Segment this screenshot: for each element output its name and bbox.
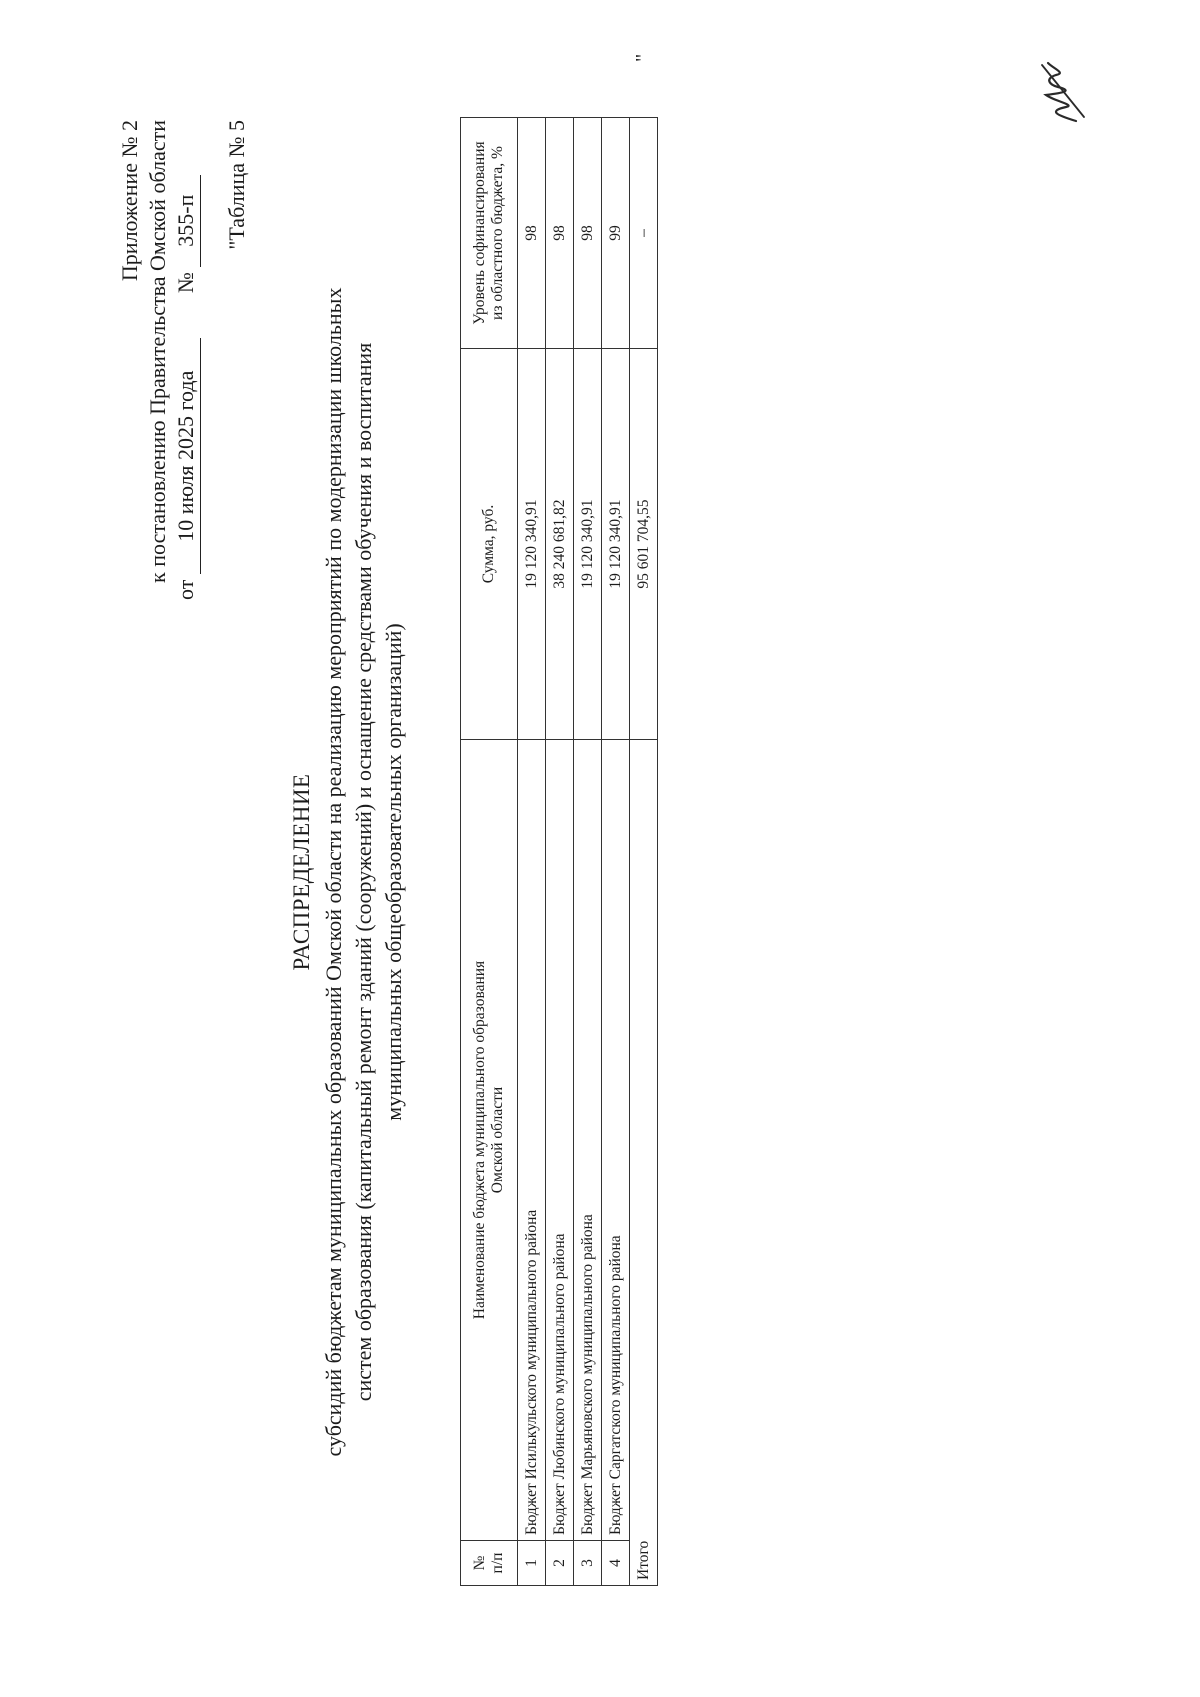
closing-quote: "	[632, 53, 654, 62]
table-header-row	[461, 118, 518, 1586]
header-sum: Сумма, руб.	[461, 349, 518, 740]
row-name: Бюджет Любинского муниципального района	[546, 740, 574, 1541]
row-level: 99	[602, 118, 630, 349]
header-num-line2: п/п	[489, 1552, 506, 1574]
row-num: 4	[602, 1541, 630, 1586]
row-sum: 19 120 340,91	[518, 349, 546, 740]
heading-line-1: субсидий бюджетам муниципальных образований Омской области на реализацию мероприятий по модернизации школьных	[321, 287, 346, 1457]
row-sum: 38 240 681,82	[546, 349, 574, 740]
total-level: –	[630, 118, 658, 349]
appendix-block	[116, 120, 201, 600]
header-name-line1: Наименование бюджета муниципального образования	[471, 960, 488, 1320]
heading-title: РАСПРЕДЕЛЕНИЕ	[289, 773, 314, 971]
header-level	[461, 118, 518, 349]
table-row	[574, 118, 602, 1586]
header-num	[461, 1541, 518, 1586]
row-level: 98	[546, 118, 574, 349]
row-num: 2	[546, 1541, 574, 1586]
header-name-line2: Омской области	[489, 1086, 506, 1194]
decree-date: 10 июля 2025 года	[172, 338, 201, 574]
total-row	[630, 118, 658, 1586]
appendix-title: Приложение № 2	[117, 120, 142, 282]
header-level-line1: Уровень софинансирования	[471, 141, 488, 325]
row-num: 3	[574, 1541, 602, 1586]
heading-line-3: муниципальных общеобразовательных организаций)	[381, 623, 406, 1121]
row-sum: 19 120 340,91	[602, 349, 630, 740]
appendix-date-line	[172, 120, 201, 600]
header-name	[461, 740, 518, 1541]
table-label: "Таблица № 5	[224, 120, 249, 250]
row-num: 1	[518, 1541, 546, 1586]
row-sum: 19 120 340,91	[574, 349, 602, 740]
row-level: 98	[518, 118, 546, 349]
table-row	[602, 118, 630, 1586]
header-num-line1: №	[471, 1555, 488, 1571]
header-level-line2: из областного бюджета, %	[489, 146, 506, 320]
number-label: №	[173, 272, 198, 294]
row-level: 98	[574, 118, 602, 349]
row-name: Бюджет Саргатского муниципального района	[602, 740, 630, 1541]
table-row	[546, 118, 574, 1586]
heading-line-2: систем образования (капитальный ремонт зданий (сооружений) и оснащение средствами обучения и воспитания	[351, 342, 376, 1402]
from-label: от	[173, 579, 198, 600]
total-label: Итого	[630, 740, 658, 1586]
distribution-table	[460, 117, 658, 1586]
total-sum: 95 601 704,55	[630, 349, 658, 740]
document-heading	[287, 257, 409, 1487]
decree-number: 355-п	[172, 175, 201, 267]
row-name: Бюджет Исилькульского муниципального района	[518, 740, 546, 1541]
row-name: Бюджет Марьяновского муниципального района	[574, 740, 602, 1541]
handwritten-signature	[1036, 55, 1094, 125]
appendix-decree: к постановлению Правительства Омской области	[145, 120, 170, 583]
table-row	[518, 118, 546, 1586]
